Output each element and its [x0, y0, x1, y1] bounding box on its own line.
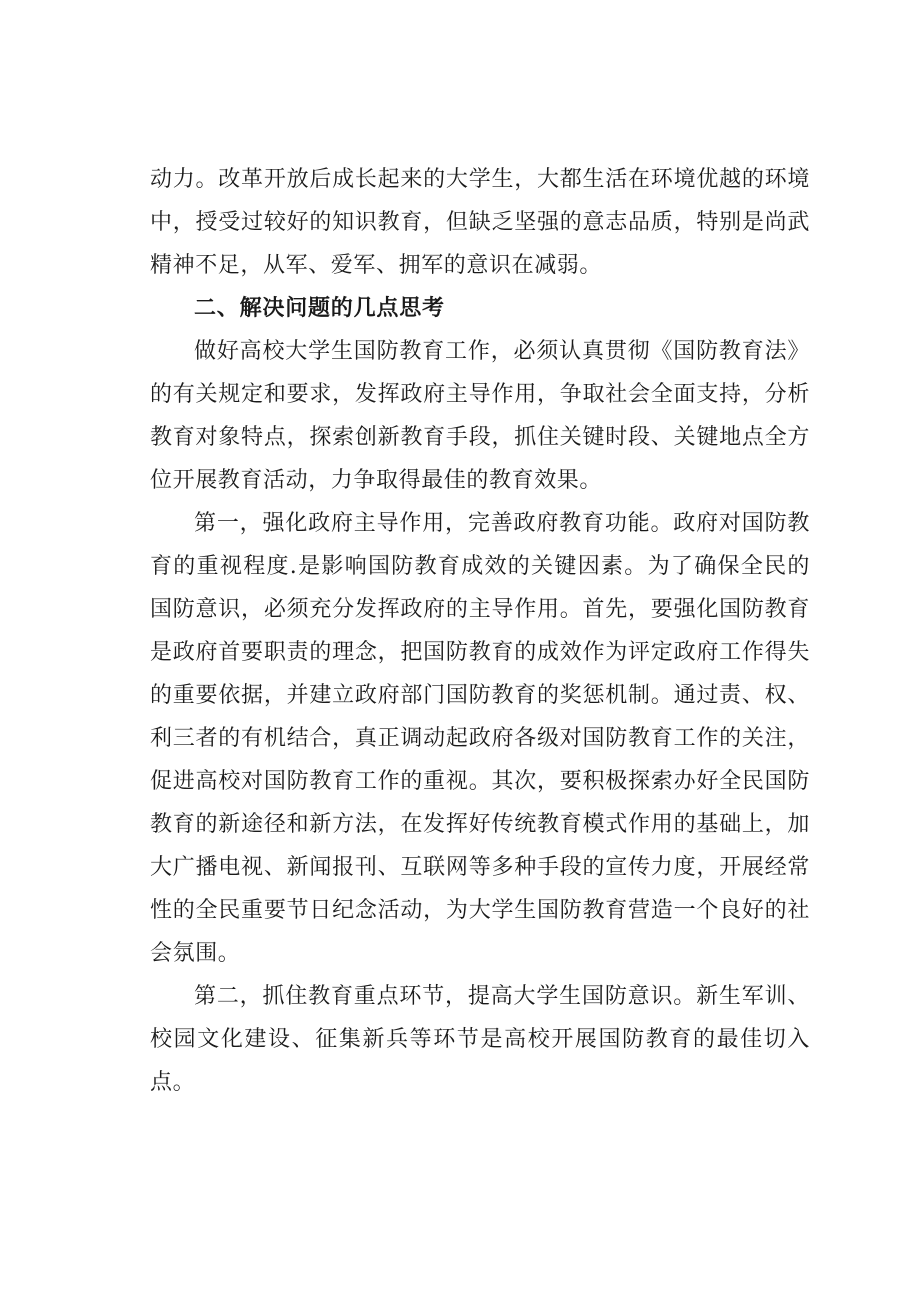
document-body	[150, 158, 810, 1104]
paragraph-first-point: 第一，强化政府主导作用，完善政府教育功能。政府对国防教育的重视程度.是影响国防教育成效的关键因素。为了确保全民的国防意识，必须充分发挥政府的主导作用。首先，要强化国防教育是政府首要职责的理念，把国防教育的成效作为评定政府工作得失的重要依据，并建立政府部门国防教育的奖惩机制。通过责、权、利三者的有机结合，真正调动起政府各级对国防教育工作的关注，促进高校对国防教育工作的重视。其次，要积极探索办好全民国防教育的新途径和新方法，在发挥好传统教育模式作用的基础上，加大广播电视、新闻报刊、互联网等多种手段的宣传力度，开展经常性的全民重要节日纪念活动，为大学生国防教育营造一个良好的社会氛围。	[150, 511, 810, 966]
paragraph-second-point: 第二，抓住教育重点环节，提高大学生国防意识。新生军训、校园文化建设、征集新兵等环节是高校开展国防教育的最佳切入点。	[150, 984, 810, 1095]
paragraph-intro: 做好高校大学生国防教育工作，必须认真贯彻《国防教育法》的有关规定和要求，发挥政府主导作用，争取社会全面支持，分析教育对象特点，探索创新教育手段，抓住关键时段、关键地点全方位开展教育活动，力争取得最佳的教育效果。	[150, 339, 810, 493]
section-heading: 二、解决问题的几点思考	[194, 296, 445, 321]
continuation-paragraph: 动力。改革开放后成长起来的大学生，大都生活在环境优越的环境中，授受过较好的知识教育，但缺乏坚强的意志品质，特别是尚武精神不足，从军、爱军、拥军的意识在减弱。	[150, 167, 810, 278]
